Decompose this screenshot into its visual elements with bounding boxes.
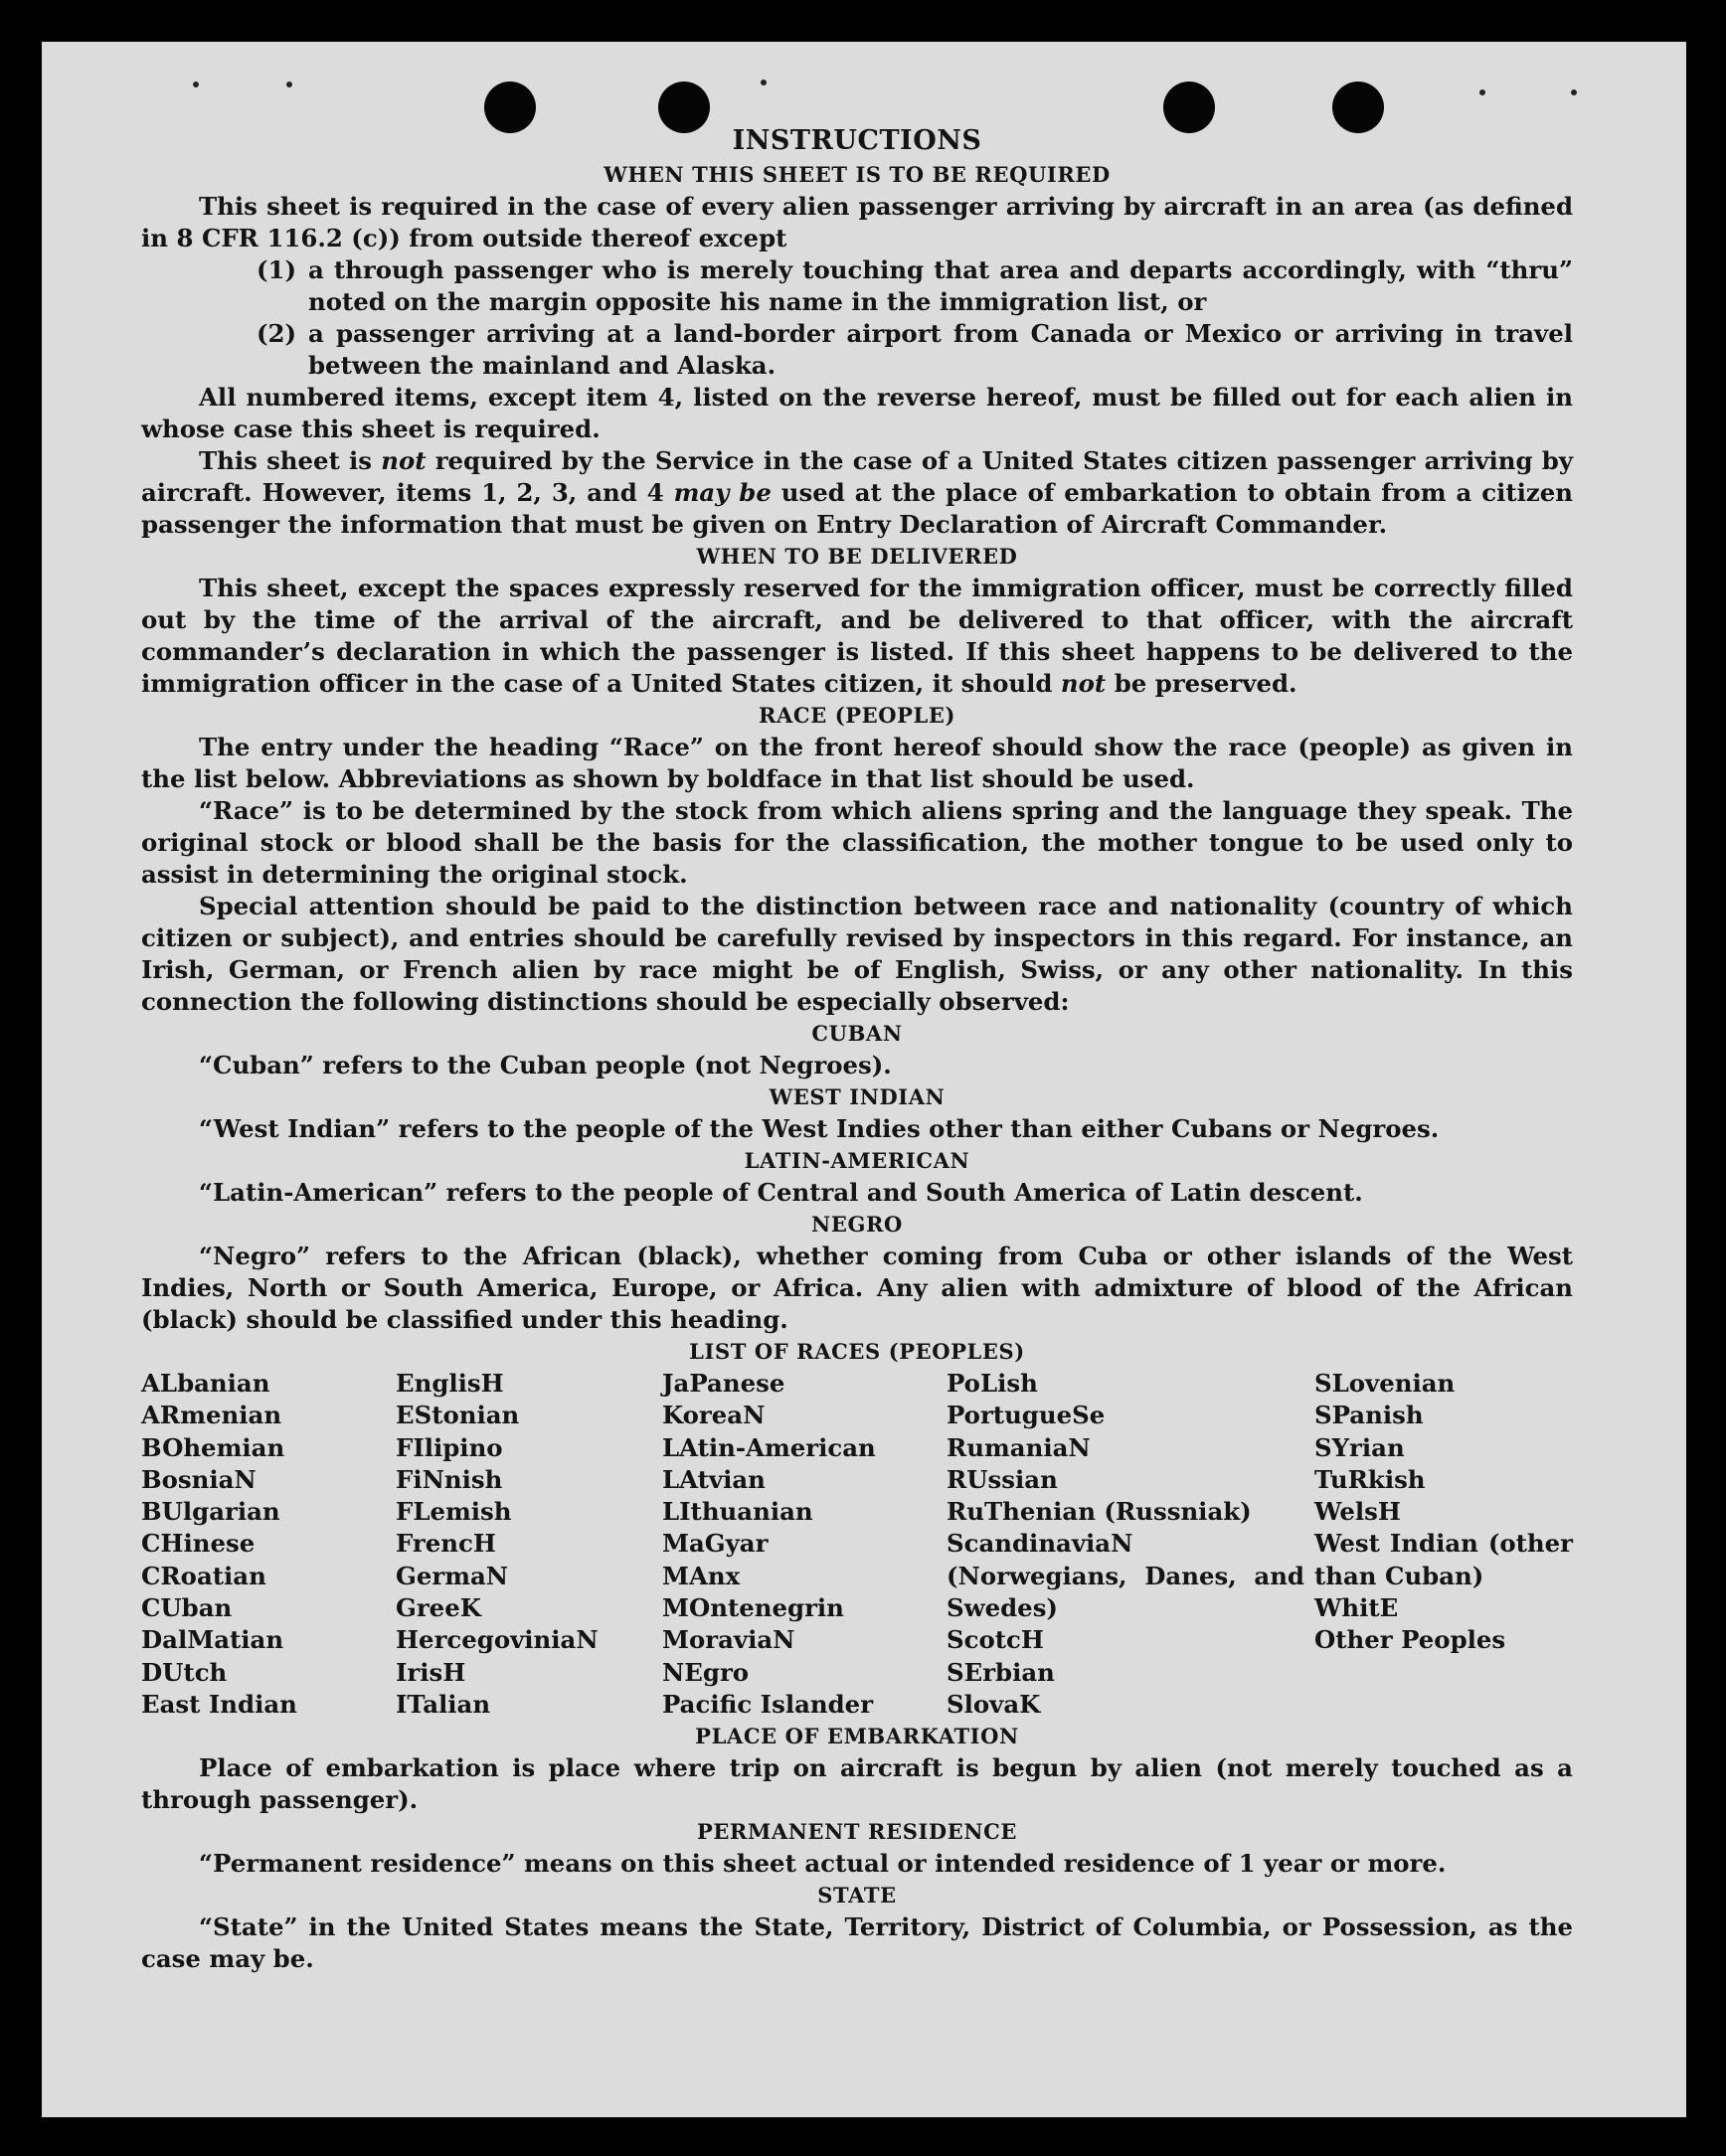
race-entry: SYrian [1314, 1432, 1405, 1462]
paragraph: Special attention should be paid to the distinction between race and nationality (country of which citizen or subject), and entries should be carefully revised by inspectors in this regard. For instance, an Irish, German, or French alien by race might be of English, Swiss, or any other nationality. In this connection the following distinctions should be especially observed: [141, 892, 1573, 1016]
race-column [1314, 1368, 1573, 1721]
document-page [42, 42, 1686, 2117]
text-run: be preserved. [1106, 669, 1297, 698]
race-entry: RUssian [947, 1464, 1058, 1494]
race-entry: CRoatian [141, 1561, 266, 1590]
race-entry: CHinese [141, 1529, 256, 1559]
paragraph: All numbered items, except item 4, listed on the reverse hereof, must be filled out for each alien in whose case this sheet is required. [141, 383, 1573, 443]
race-entry: DUtch [141, 1657, 228, 1687]
speck [1479, 89, 1485, 95]
emphasis: not [381, 446, 427, 475]
race-entry: CUban [141, 1593, 233, 1623]
race-entry: Pacific Islander [662, 1689, 874, 1719]
section-heading-west-indian: WEST INDIAN [769, 1084, 946, 1109]
paragraph: “Latin-American” refers to the people of Central and South America of Latin descent. [199, 1178, 1363, 1207]
paragraph: The entry under the heading “Race” on the front hereof should show the race (people) as given in the list below. Abbreviations as shown by boldface in that list should be used. [141, 733, 1573, 793]
race-entry: WhitE [1314, 1593, 1399, 1623]
race-entry: MoraviaN [662, 1625, 795, 1655]
race-entry: East Indian [141, 1689, 297, 1719]
race-entry: GreeK [396, 1593, 481, 1623]
paragraph: “Permanent residence” means on this sheet actual or intended residence of 1 year or more. [199, 1849, 1447, 1879]
race-entry: ScotcH [947, 1625, 1044, 1655]
emphasis: may be [673, 478, 772, 507]
section-heading-latin-american: LATIN-AMERICAN [744, 1148, 970, 1173]
race-entry: LIthuanian [662, 1497, 813, 1527]
race-entry: LAtvian [662, 1464, 766, 1494]
race-entry: WelsH [1314, 1497, 1401, 1527]
race-entry: FIlipino [396, 1432, 503, 1462]
page-title: INSTRUCTIONS [732, 125, 982, 156]
section-heading-negro: NEGRO [811, 1212, 903, 1237]
paragraph: This sheet is required in the case of every alien passenger arriving by aircraft in an area (as defined in 8 CFR 116.2 (c)) from outside thereof except [141, 192, 1573, 252]
text-run: This sheet, except the spaces expressly reserved for the immigration officer, must be correctly filled out by the time of the arrival of the aircraft, and be delivered to that officer, with the aircraft commander’s declaration in which the passenger is listed. If this sheet happens to be delivered to the immigration officer in the case of a United States citizen, it should [141, 574, 1573, 698]
race-entry: EStonian [396, 1401, 520, 1430]
race-entry: SErbian [947, 1657, 1055, 1687]
race-entry: SLovenian [1314, 1369, 1456, 1398]
speck [286, 82, 292, 87]
section-heading-cuban: CUBAN [811, 1021, 903, 1046]
race-entry: MaGyar [662, 1529, 769, 1559]
section-heading-list: LIST OF RACES (PEOPLES) [689, 1339, 1025, 1364]
item-number: (1) [257, 255, 297, 284]
race-entry: GermaN [396, 1561, 509, 1590]
section-heading-embarkation: PLACE OF EMBARKATION [695, 1724, 1019, 1749]
speck [1571, 89, 1577, 95]
text-run: used at the place of embarkation to obtain from a citizen passenger the information that must be given on Entry Declaration of Aircraft Commander. [141, 478, 1573, 539]
race-entry: KoreaN [662, 1401, 766, 1430]
section-heading-state: STATE [817, 1883, 897, 1908]
race-entry: EnglisH [396, 1369, 504, 1398]
race-entry: PoLish [947, 1369, 1038, 1398]
race-column [141, 1368, 396, 1721]
race-entry: ALbanian [141, 1369, 270, 1398]
paragraph: “State” in the United States means the State, Territory, District of Columbia, or Possession, as the case may be. [141, 1912, 1573, 1974]
race-entry: MAnx [662, 1561, 741, 1590]
race-entry: PortugueSe [947, 1401, 1106, 1430]
race-entry: ARmenian [141, 1401, 282, 1430]
paragraph: Place of embarkation is place where trip on aircraft is begun by alien (not merely touched as a through passenger). [141, 1753, 1573, 1815]
race-entry: HercegoviniaN [396, 1625, 599, 1655]
paragraph: “Race” is to be determined by the stock from which aliens spring and the language they speak. The original stock or blood shall be the basis for the classification, the mother tongue to be used only to assist in determining the original stock. [141, 796, 1573, 889]
race-entry: IrisH [396, 1657, 466, 1687]
item-number: (2) [257, 319, 297, 348]
race-entry: LAtin-American [662, 1432, 876, 1462]
speck [761, 80, 767, 85]
text-run: This sheet is [199, 446, 382, 475]
race-entry: DalMatian [141, 1625, 284, 1655]
race-entry: FiNnish [396, 1464, 503, 1494]
race-entry: FrencH [396, 1529, 496, 1559]
race-entry: RuThenian (Russniak) [947, 1497, 1252, 1527]
item-text: a through passenger who is merely touching that area and departs accordingly, with “thru” noted on the margin opposite his name in the immigration list, or [308, 255, 1573, 316]
paragraph [141, 445, 1573, 541]
race-column [396, 1368, 662, 1721]
race-column [947, 1368, 1314, 1721]
race-list [141, 1368, 1573, 1721]
race-entry: JaPanese [662, 1369, 785, 1398]
section-heading-required: WHEN THIS SHEET IS TO BE REQUIRED [604, 162, 1111, 187]
paragraph: “Negro” refers to the African (black), whether coming from Cuba or other islands of the West Indies, North or South America, Europe, or Africa. Any alien with admixture of blood of the African (black) should be classified under this heading. [141, 1242, 1573, 1334]
race-entry: BUlgarian [141, 1497, 280, 1527]
race-column [662, 1368, 947, 1721]
race-entry: MOntenegrin [662, 1593, 844, 1623]
paragraph [141, 573, 1573, 700]
race-entry: BOhemian [141, 1432, 285, 1462]
race-entry: ScandinaviaN (Norwegians, Danes, and Swedes) [947, 1529, 1304, 1623]
numbered-item [141, 318, 1573, 382]
speck [193, 82, 199, 87]
section-heading-delivered: WHEN TO BE DELIVERED [696, 544, 1018, 569]
race-entry: BosniaN [141, 1464, 257, 1494]
race-entry: SlovaK [947, 1689, 1041, 1719]
race-entry: SPanish [1314, 1401, 1424, 1430]
race-entry: ITalian [396, 1689, 491, 1719]
document-body [141, 123, 1573, 1975]
section-heading-residence: PERMANENT RESIDENCE [696, 1819, 1018, 1845]
race-entry: West Indian (other than Cuban) [1314, 1529, 1573, 1590]
item-text: a passenger arriving at a land-border airport from Canada or Mexico or arriving in travel between the mainland and Alaska. [308, 319, 1573, 380]
numbered-item [141, 254, 1573, 318]
section-heading-race: RACE (PEOPLE) [758, 703, 956, 728]
text-run: required by the Service in the case of a United States citizen passenger arriving by aircraft. However, items 1, 2, 3, and 4 [141, 446, 1573, 507]
race-entry: Other Peoples [1314, 1625, 1506, 1655]
race-entry: RumaniaN [947, 1432, 1091, 1462]
paragraph: “West Indian” refers to the people of the West Indies other than either Cubans or Negroes. [199, 1114, 1440, 1143]
race-entry: NEgro [662, 1657, 750, 1687]
paragraph: “Cuban” refers to the Cuban people (not Negroes). [199, 1051, 892, 1079]
race-entry: TuRkish [1314, 1464, 1426, 1494]
emphasis: not [1060, 669, 1107, 698]
race-entry: FLemish [396, 1497, 512, 1527]
